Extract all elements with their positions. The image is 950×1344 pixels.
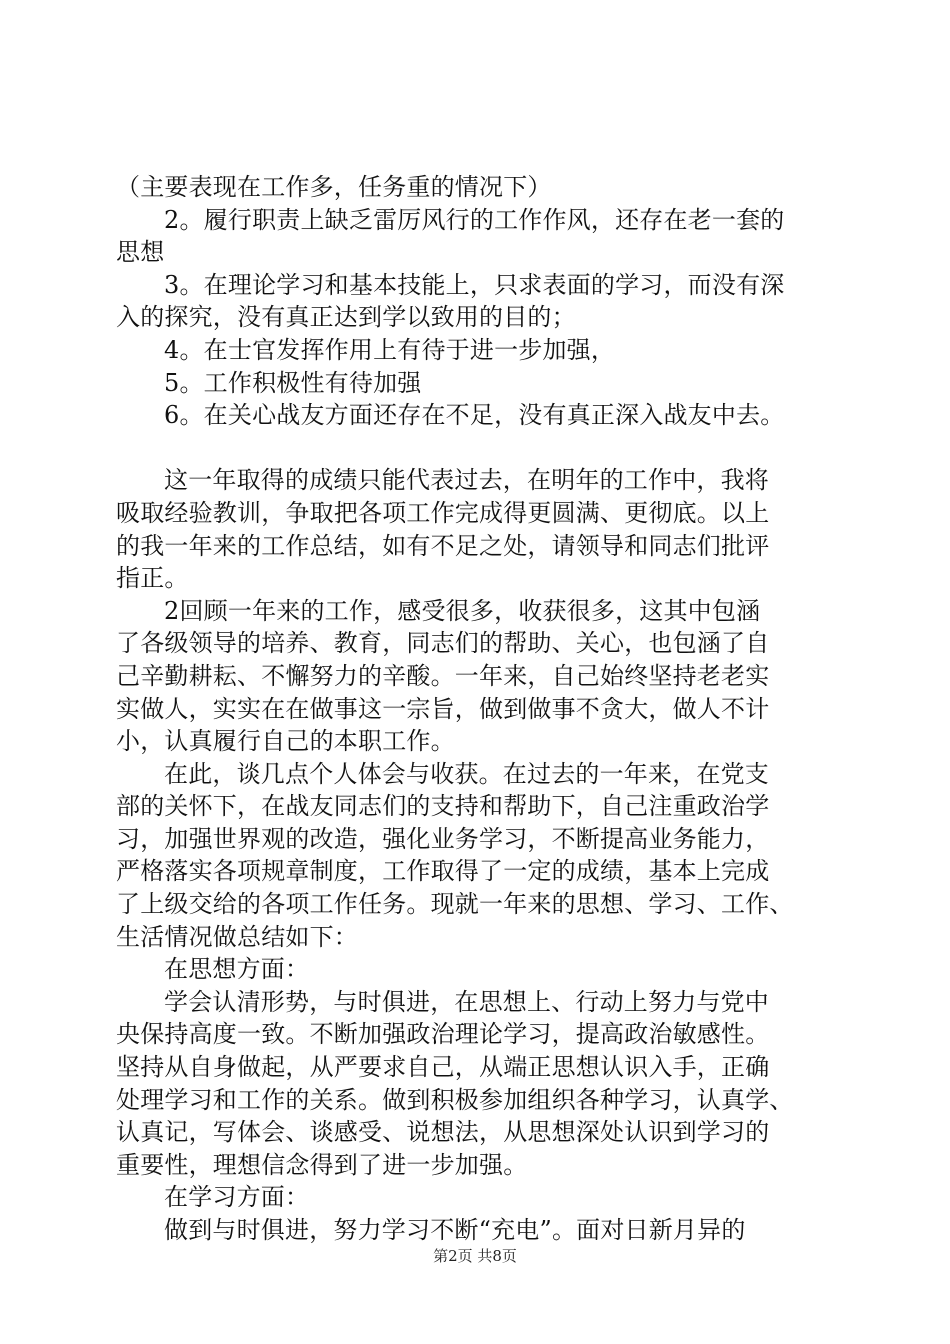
text-line: 部的关怀下，在战友同志们的支持和帮助下，自己注重政治学 (116, 792, 770, 821)
text-line: 了各级领导的培养、教育，同志们的帮助、关心，也包涵了自 (116, 629, 770, 658)
blank-line (116, 432, 836, 465)
text-line: 处理学习和工作的关系。做到积极参加组织各种学习，认真学、 (116, 1085, 794, 1114)
text-line: 2。履行职责上缺乏雷厉风行的工作作风，还存在老一套的 (164, 205, 785, 234)
text-line: 6。在关心战友方面还存在不足，没有真正深入战友中去。 (164, 401, 785, 430)
text-line: 坚持从自身做起，从严要求自己，从端正思想认识入手，正确 (116, 1053, 770, 1082)
text-line: 严格落实各项规章制度，工作取得了一定的成绩，基本上完成 (116, 857, 770, 886)
text-line: 3。在理论学习和基本技能上，只求表面的学习，而没有深 (164, 270, 785, 299)
text-line: 2回顾一年来的工作，感受很多，收获很多，这其中包涵 (164, 596, 761, 625)
text-line: 吸取经验教训，争取把各项工作完成得更圆满、更彻底。以上 (116, 498, 770, 527)
text-line: 在思想方面： (164, 955, 310, 984)
text-line: 思想 (116, 238, 165, 267)
text-line: 指正。 (116, 564, 189, 593)
text-line: 实做人，实实在在做事这一宗旨，做到做事不贪大，做人不计 (116, 694, 770, 723)
document-body (116, 171, 836, 1247)
text-line: 4。在士官发挥作用上有待于进一步加强， (164, 335, 616, 364)
page-footer: 第2页 共8页 (433, 1247, 517, 1265)
text-line: 生活情况做总结如下： (116, 922, 358, 951)
text-line: 习，加强世界观的改造，强化业务学习，不断提高业务能力， (116, 824, 770, 853)
text-line: 央保持高度一致。不断加强政治理论学习，提高政治敏感性。 (116, 1020, 770, 1049)
text-line: 入的探究，没有真正达到学以致用的目的； (116, 303, 576, 332)
text-line: 己辛勤耕耘、不懈努力的辛酸。一年来，自己始终坚持老老实 (116, 661, 770, 690)
text-line: 的我一年来的工作总结，如有不足之处，请领导和同志们批评 (116, 531, 770, 560)
text-line: 了上级交给的各项工作任务。现就一年来的思想、学习、工作、 (116, 890, 794, 919)
text-line: 做到与时俱进，努力学习不断“充电”。面对日新月异的 (164, 1216, 746, 1244)
text-line: 学会认清形势，与时俱进，在思想上、行动上努力与党中 (164, 987, 769, 1016)
text-line: 小，认真履行自己的本职工作。 (116, 727, 455, 756)
text-line: 在学习方面： (164, 1183, 310, 1212)
text-line: 5。工作积极性有待加强 (164, 368, 422, 397)
text-line: 在此，谈几点个人体会与收获。在过去的一年来，在党支 (164, 759, 769, 788)
text-line: 这一年取得的成绩只能代表过去，在明年的工作中，我将 (164, 466, 769, 495)
text-line: 重要性，理想信念得到了进一步加强。 (116, 1150, 528, 1179)
text-line: 认真记，写体会、谈感受、说想法，从思想深处认识到学习的 (116, 1118, 770, 1147)
text-line: （主要表现在工作多，任务重的情况下） (116, 173, 552, 201)
